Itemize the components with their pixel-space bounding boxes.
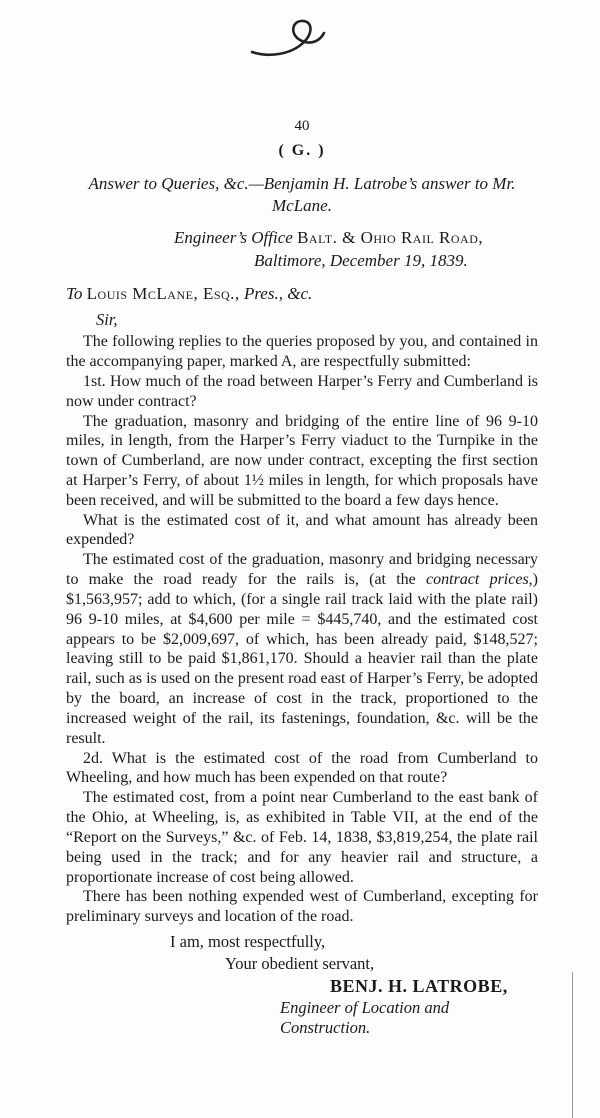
paragraph-final: There has been nothing expended west of Cumberland, excepting for preliminary surveys and location of the road. <box>66 888 538 926</box>
closing-block <box>66 932 538 1038</box>
paragraph-answer-3: The estimated cost, from a point near Cumberland to the east bank of the Ohio, at Wheeling, is, as exhibited in Table VII, at the end of the “Report on the Surveys,” &c. of Feb. 14, 1838, $3,819,254, the plate rail being used in the track; and for any heavier rail and structure, a proportionate increase of cost being allowed. <box>66 789 538 886</box>
page-number: 40 <box>294 118 310 134</box>
dateline: Baltimore, December 19, 1839. <box>254 251 468 271</box>
document-title-line1: Answer to Queries, &c.—Benjamin H. Latrobe’s answer to Mr. <box>88 174 516 193</box>
letter-body <box>66 332 538 927</box>
salutation: Sir, <box>96 310 118 330</box>
scan-edge-line <box>572 972 573 1118</box>
paragraph-answer-2 <box>66 550 538 748</box>
ink-flourish-mark <box>248 12 328 60</box>
address-line <box>66 284 538 304</box>
paragraph-answer-1: The graduation, masonry and bridging of the entire line of 96 9-10 miles, in length, from the Harper’s Ferry viaduct to the Turnpike in the town of Cumberland, are now under contract, excepting the first section at Harper’s Ferry, of about 1½ miles in length, for which proposals have been received, and will be submitted to the board a few days hence. <box>66 412 538 509</box>
answer-2-text: The estimated cost of the graduation, masonry and bridging necessary to make the road ready for the rails is, (at the <box>66 551 538 589</box>
signature-name: BENJ. H. LATROBE, <box>330 976 508 997</box>
paragraph-question-2: What is the estimated cost of it, and what amount has already been expended? <box>66 511 538 549</box>
section-label: ( G. ) <box>278 142 326 159</box>
answer-2-italic: contract prices <box>426 571 529 589</box>
office-name: Balt. & Ohio Rail Road, <box>297 228 484 248</box>
address-prefix: To <box>66 284 87 304</box>
paragraph-question-1: 1st. How much of the road between Harper’s Ferry and Cumberland is now under contract? <box>66 372 538 410</box>
closing-respectfully: I am, most respectfully, <box>170 932 326 952</box>
office-prefix: Engineer’s Office <box>174 228 298 248</box>
document-title-line2: McLane. <box>272 196 332 216</box>
paragraph-intro: The following replies to the queries proposed by you, and contained in the accompanying paper, marked A, are respectfully submitted: <box>66 333 538 371</box>
document-title <box>66 173 538 217</box>
address-name: Louis McLane, Esq., <box>86 284 240 304</box>
closing-obedient-servant: Your obedient servant, <box>225 954 375 974</box>
office-line <box>174 228 538 248</box>
answer-2-text-cont: ,) $1,563,957; add to which, (for a single rail track laid with the plate rail) 96 9-10 miles, at $4,600 per mile = $445,740, and the estimated cost appears to be $2,009,697, of which, has been already paid, $148,527; leaving still to be paid $1,861,170. Should a heavier rail than the plate rail, such as is used on the present road east of Harper’s Ferry, be adopted by the board, an increase of cost in the track, proportioned to the increased weight of the rail, its fastenings, foundation, &c. will be the result. <box>66 571 538 747</box>
paragraph-question-3: 2d. What is the estimated cost of the road from Cumberland to Wheeling, and how much has been expended on that route? <box>66 749 538 787</box>
address-suffix: Pres., &c. <box>239 284 313 304</box>
signature-title: Engineer of Location and Construction. <box>280 998 450 1038</box>
